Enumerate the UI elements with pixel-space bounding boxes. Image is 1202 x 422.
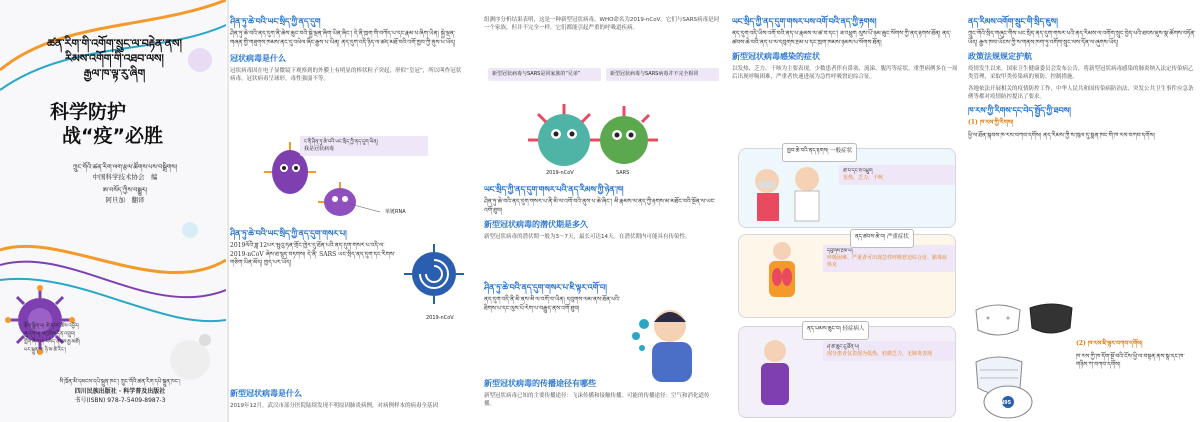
section-body: ནད་དུག་འདི་ནི་མི་ནས་མི་ལ་འགོ་བ་ཡིན། དབུགས་ལམ་ནས་ཐོན་པའི་ཐིགས་པ་དང་ལུས་པོ་རེག་པ་བརྒྱུད་ནས་འགོ་ཐུབ། bbox=[484, 296, 621, 312]
ncov-label: 2019-nCoV bbox=[426, 315, 454, 321]
panel-symptoms bbox=[732, 0, 962, 422]
section-body: 组测序分析结果表明，这是一种新型冠状病毒，WHO命名为2019-nCoV。它们与SARS病毒是同一个家族，但并不完全一样。它们都能引起严重的呼吸道疾病。 bbox=[484, 17, 720, 31]
section-body: 新型冠状病毒的潜伏期一般为3～7天，最长可达14天。在潜伏期内可能具有传染性。 bbox=[484, 234, 691, 240]
section-body: 各地依法开展相关的疫情防控工作，中华人民共和国传染病防治法、突发公共卫生事件应急条例等都对疫情防控提出了要求。 bbox=[968, 86, 1194, 100]
note-box bbox=[606, 68, 719, 81]
credit-line: པར་སྐྲུན་པ། ཉི་མ་ཚེ་རིང་། bbox=[24, 347, 67, 353]
doctor-patient-illustration bbox=[745, 155, 835, 225]
symptom-card-severe bbox=[738, 234, 956, 318]
patient-illustration bbox=[745, 333, 815, 413]
isbn: 书号(ISBN) 978-7-5409-8987-3 bbox=[74, 397, 166, 404]
section-body: ཕྱི་ལ་ཐོན་སྐབས་ཁ་རས་བཀབ་དགོས། ནད་རིམས་ཀྱི་ས་ཁུལ་དུ་སྨན་ཁང་གི་ཁ་རས་བཀབ་དགོས། bbox=[968, 131, 1155, 139]
symptom-tibetan: དབུགས་རྔམ་པ། bbox=[827, 248, 853, 254]
credit-line: ཀློག་ཞིབ་པ། བསོད་ནམས་རྒྱ་མཚོ། bbox=[24, 339, 80, 345]
cn-title-line-1: 科学防护 bbox=[50, 101, 127, 123]
section-heading: 新型冠状病毒是什么 bbox=[230, 389, 302, 398]
cover-title-block bbox=[12, 36, 217, 81]
symptom-tag: ཁྱབ་ཆེ་བའི་ནད་རྟགས། 一般症状 bbox=[782, 143, 857, 162]
n95-label: N95 bbox=[1000, 400, 1012, 406]
panel-transmission bbox=[484, 0, 724, 422]
section-heading: ཤིན་ཏུ་ཆེ་བའི་ཡང་སྲིད་ཀྱི་ནད་དུག bbox=[230, 16, 321, 26]
panel-coronavirus-intro bbox=[230, 0, 470, 422]
press-block bbox=[20, 378, 220, 405]
cn-title-block bbox=[50, 100, 200, 148]
symptom-tag: ནད་ཚབས་ཆེ་བ། 严重症状 bbox=[850, 229, 914, 248]
bubble-cn: 我是冠状病毒 bbox=[304, 146, 335, 152]
section-body: 2019年12月，武汉市部分医院陆续发现不明原因肺炎病例，对病例样本的病毒全基因 bbox=[230, 403, 438, 409]
symptom-note bbox=[823, 245, 955, 272]
section-heading: 冠状病毒是什么 bbox=[230, 54, 286, 63]
credit-line: ཞུ་དག་པ། བཀྲ་ཤིས་དོན་འགྲུབ། bbox=[24, 331, 76, 337]
author-block bbox=[30, 162, 220, 205]
ncov-sars-illustration bbox=[484, 88, 724, 188]
section-heading: ཡང་སྲིད་ཀྱི་ནད་དུག་གསར་པས་འགོ་བའི་ནད་ཀྱི་རྟགས། bbox=[732, 16, 877, 26]
n95-mask-icon bbox=[978, 380, 1048, 422]
section-body: ཤིན་ཏུ་ཆེ་བའི་ནད་དུག་གསར་པ་ནི་མི་ལ་འགོ་བའི་ནུས་པ་ཆེ་ཞིང་། མི་རྣམས་ལ་ནད་ཀྱི་རྟགས་མ་མཐོང་བའི་སྔོན་ལ་ཡང་འགོ་ཐུབ། bbox=[484, 198, 716, 214]
credits-block bbox=[24, 322, 204, 354]
symptom-tag: ནད་ཡམས་ཆུང་བ། 轻症病人 bbox=[802, 321, 869, 340]
section-heading: ཤིན་ཏུ་ཆེ་བའི་ནད་དུག་གསར་པ་ཇི་ལྟར་འགོ་བ། bbox=[484, 282, 607, 292]
section-body: ཀྲུང་གོའི་སྲིད་གཞུང་གིས་ཡང་སྲིད་ནད་དུག་གསར་པའི་ནད་རིམས་ལ་འགོག་སྲུང་བྱེད་པའི་ཐབས་ཇུས་སྣ་ཚོགས་བཏོན་ཡོད། རྒྱལ་ཁབ་ཡོངས་ཀྱི་ས་གནས་ཁག་ཏུ་འགོག་སྲུང་ལས་དོན་ལ་ཞུགས་ཡོད། bbox=[968, 30, 1196, 46]
list-item-heading: (1) ཁ་རས་ཀྱི་རིགས། bbox=[968, 119, 1014, 126]
bubble-tibetan: ང་ནི་ཤིན་ཏུ་ཆེ་བའི་ཡང་སྲིད་ཀྱི་ནད་དུག་ཡིན། bbox=[304, 139, 378, 145]
section-heading: ཡང་སྲིད་ཀྱི་ནད་དུག་གསར་པའི་ནད་རིམས་ཀྱི་ཉེན་ཁ། bbox=[484, 184, 624, 194]
symptom-tibetan: ཤ་ཚ་ཆུང་ངུ་ཐོན་པ། bbox=[827, 344, 859, 350]
panel-prevention bbox=[968, 0, 1202, 422]
section-body: 2019ལོའི་ཟླ་12པར་ཝུའུ་ཧན་གྲོང་ཁྱེར་དུ་ཐོན་པའི་ནད་དུག་གསར་པ་འདི་ལ་ 2019-nCoV ཞེས་ཐ་སྙད་བཏགས། དེ་ནི་ SARS ཡང་སྲིད་ནད་དུག་དང་རིགས་གཅིག་ཡིན་མོད། ཁྱད་པར་ཡོད། bbox=[230, 242, 396, 266]
section-body: 冠状病毒因在电子显微镜下观察到的外膜上有明显的棒状粒子突起，形似“皇冠”，所以叫作冠状病毒。冠状病毒呈球形，毒性强弱不等。 bbox=[230, 68, 462, 82]
symptom-cn: 呼吸困难、严重者可出现急性呼吸窘迫综合征、脓毒症休克 bbox=[827, 255, 948, 268]
virus-icon bbox=[600, 106, 658, 164]
press-cn: 四川民族出版社 · 科学普及出版社 bbox=[74, 388, 166, 395]
speech-bubble bbox=[300, 136, 428, 156]
cover-panel bbox=[0, 0, 226, 422]
note-box bbox=[488, 68, 601, 81]
rna-label: 单链RNA bbox=[385, 209, 406, 215]
section-heading: ཤིན་ཏུ་ཆེ་བའི་ཡང་སྲིད་ཀྱི་ནད་དུག་གསར་པ། bbox=[230, 228, 347, 238]
section-body: 以发热、乏力、干咳为主要表现，少数患者伴有鼻塞、流涕、腹泻等症状。重型病例多在一周后出现呼吸困难，严重者快速进展为急性呼吸窘迫综合征。 bbox=[732, 66, 958, 80]
ncov-label: 2019-nCoV bbox=[546, 170, 574, 176]
section-body: 新型冠状病毒已知的主要传播途径：飞沫传播和接触传播。可能的传播途径：空气和消化道传播。 bbox=[484, 393, 710, 407]
symptom-cn: 发热、乏力、干咳 bbox=[843, 175, 884, 181]
tibetan-title-line-1: ཚན་རིག་གི་འགོག་སྲུང་ལ་བརྟེན་ནས། bbox=[47, 37, 182, 50]
section-heading: 政策法规规定护航 bbox=[968, 52, 1032, 61]
section-heading: ནད་རིམས་འགོག་སྲུང་གི་སྲིད་ཇུས། bbox=[968, 16, 1058, 26]
symptom-tibetan: ཚ་བ་དང་ཟ་འཕྲུག bbox=[843, 168, 873, 174]
section-heading: ཁ་རས་ཀྱི་རིགས་དང་བེད་སྤྱོད་ཀྱི་ཐབས། bbox=[968, 105, 1071, 115]
section-body: 疫情发生以来，国家卫生健康委员会发布公告，将新型冠状病毒感染的肺炎纳入法定传染病乙类管理，采取甲类传染病的预防、控制措施。 bbox=[968, 66, 1194, 80]
ncov-illustration bbox=[400, 240, 470, 320]
sars-label: SARS bbox=[616, 170, 630, 176]
tibetan-title-line-2: རིམས་འགོག་གི་འཐབ་ལས། bbox=[65, 52, 164, 65]
section-heading: 新型冠状病毒的传播途径有哪些 bbox=[484, 379, 596, 388]
translator-cn: 阿旦加 翻译 bbox=[105, 196, 145, 204]
section-body: ནད་དུག་འདི་ཡིས་འགོ་བའི་ནད་པ་རྣམས་ལ་ཚ་བ་དང་། ཟ་འཕྲུག ལུས་པོ་ཉམ་ཆུང་སོགས་ཀྱི་ནད་རྟགས་ཐོན། ནད་ཚབས་ཆེ་བའི་ནད་པ་ལ་དབུགས་རྔམ་པ་དང་ཁྲག་ཁམས་ཉམས་པ་སོགས་ཐོན། bbox=[732, 30, 951, 46]
coughing-child-illustration bbox=[630, 296, 720, 386]
section-heading: 新型冠状病毒感染的症状 bbox=[732, 52, 820, 61]
fold-line bbox=[227, 0, 229, 422]
virus-icon bbox=[318, 182, 356, 216]
body-illustration bbox=[747, 239, 817, 315]
list-item-heading: (2) ཁ་རས་ཇི་ལྟར་བཀབ་དགོས། bbox=[1076, 340, 1143, 347]
cn-title-line-2: 战“疫”必胜 bbox=[62, 125, 163, 147]
credit-line: རྩོམ་སྒྲིག་པ། ཚེ་དབང་ཆོས་འབྱོར། bbox=[24, 323, 80, 329]
translator-tibetan: ཨ་བསོད་ཀྱིས་བསྒྱུར། bbox=[102, 186, 148, 194]
mask-icon bbox=[976, 305, 1020, 335]
note-text: 新型冠状病毒与SARS是同家族的“兄弟” bbox=[492, 71, 581, 77]
symptom-cn: 部分患者仅表现为低热、轻微乏力，无肺炎表现 bbox=[827, 351, 933, 357]
publisher-tibetan: ཀྲུང་གོའི་ཚན་རིག་ལག་རྩལ་ཚོགས་པས་བསྒྲིགས། bbox=[72, 163, 178, 171]
section-body: ཤིན་ཏུ་ཆེ་བའི་ནད་དུག་ནི་ཆེས་ཆུང་བའི་སྐྱེ་ལྡན་ཞིག་ཡིན་ཞིང་། དེ་ནི་ཁྲག་གི་བཀོད་པ་དང་རྣམ་པ་ཞིག་ཡིན། སྐྱེ་ལྡན་གཞན་གྱི་གཟུགས་ཁམས་ནང་དུ་འཕེལ་ཞིང་རྒྱས་པ་ཡིན། ནད་དུག་འདི་ཉིད་ལ་ཚད་མཐོ་བའི་འགོ་ཁྱབ་ཀྱི་ནུས་པ་ཡོད། bbox=[230, 30, 456, 46]
symptom-note bbox=[839, 165, 955, 185]
section-heading: 新型冠状病毒的潜伏期是多久 bbox=[484, 220, 588, 229]
publisher-cn: 中国科学技术协会 编 bbox=[92, 173, 158, 181]
press-tibetan: སི་ཁྲོན་མི་དམངས་དཔེ་སྐྲུན་ཁང་། ཀྲུང་གོའི་ཚན་རིག་དཔེ་སྐྲུན་ཁང་། bbox=[59, 379, 181, 385]
symptom-note bbox=[823, 341, 955, 361]
virus-icon bbox=[528, 104, 600, 166]
section-body: ཁ་རས་ཀྱི་ཁ་དོག་སྔོ་བའི་ངོས་ཕྱི་ལ་བསྟན་ནས་སྣ་དང་ཁ་གཉིས་ཀ་བཀབ་དགོས། bbox=[1076, 352, 1185, 368]
mask-icon bbox=[1030, 304, 1072, 333]
tibetan-title-line-3: རྒྱལ་ཁ་ལྟ་རུ་ཞིག bbox=[83, 67, 146, 80]
note-text: 新型冠状病毒与SARS病毒并不完全相同 bbox=[610, 71, 699, 77]
